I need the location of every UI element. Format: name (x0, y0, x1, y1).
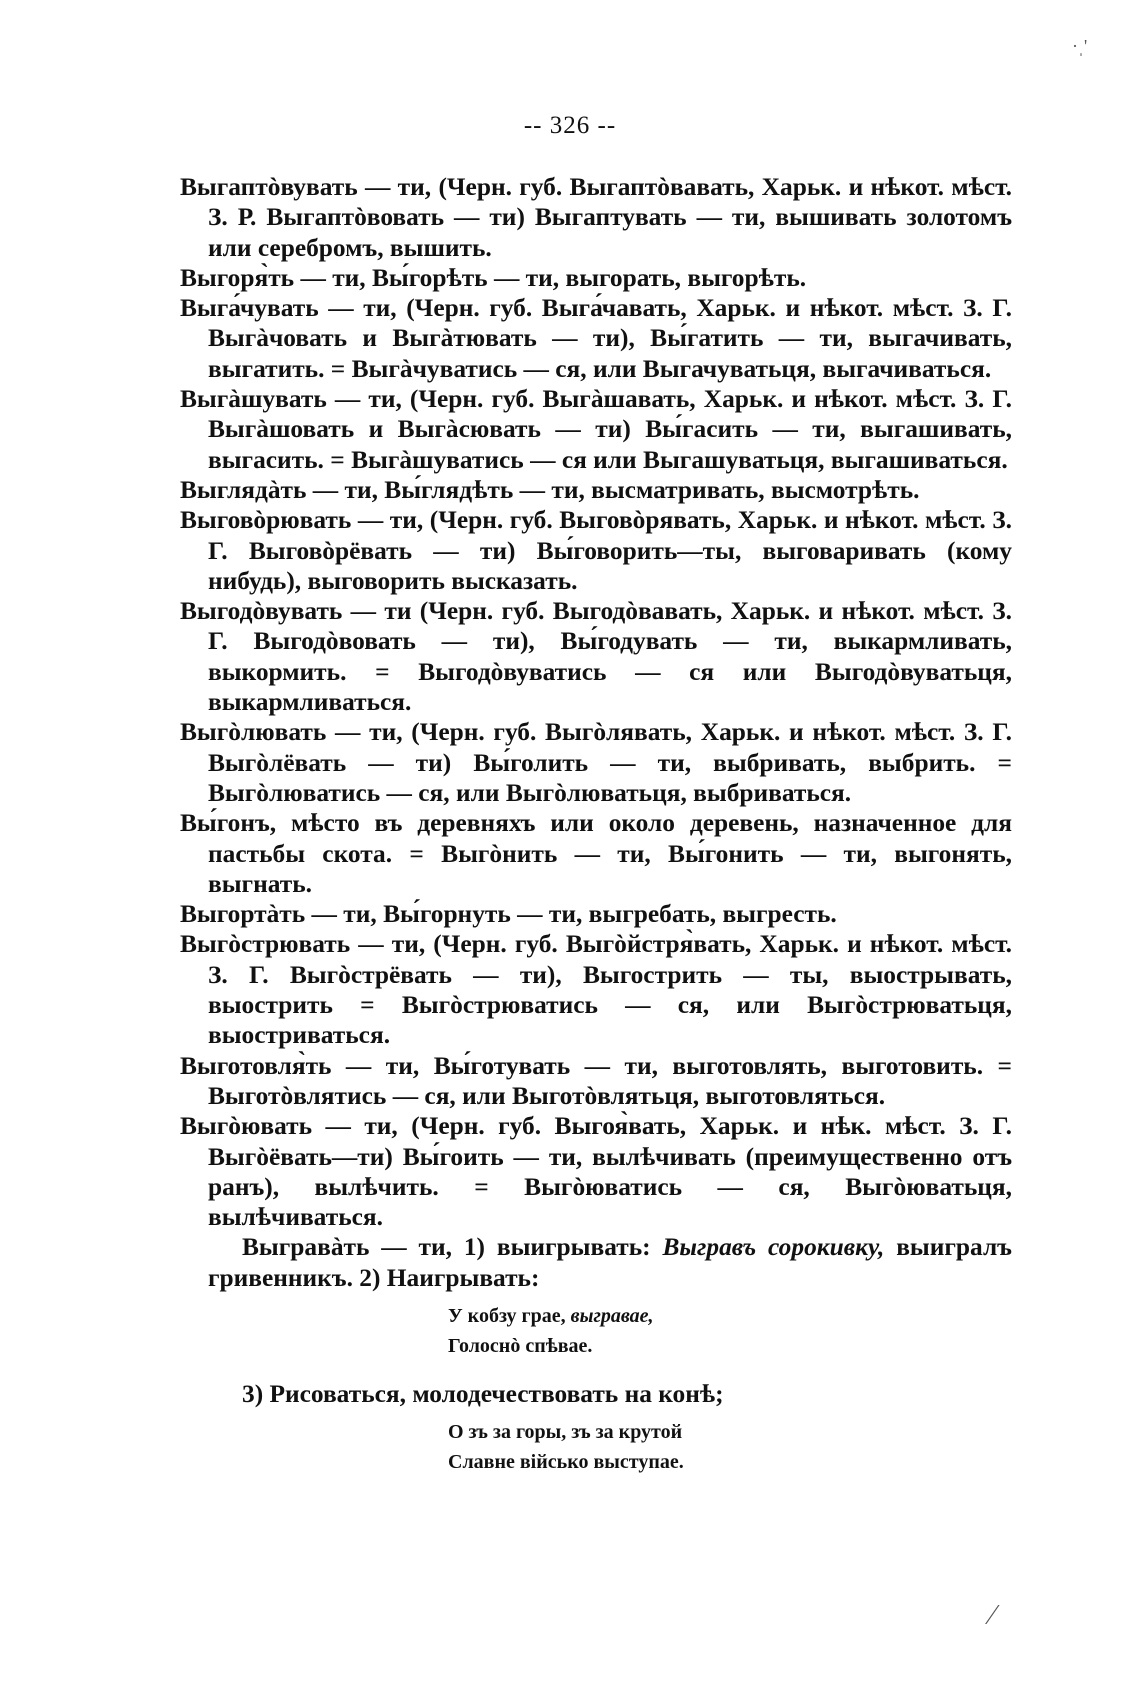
entry-vygotovlyat: Выготовля̀ть — ти, Вы́готувать — ти, выготовлять, выготовить. = Выготòвлятись — ся, или Выготòвлятьця, выготовляться. (180, 1051, 1012, 1110)
verse-1-line-1-plain: У кобзу грае, (448, 1304, 566, 1327)
entry-vyglyadat: Выглядàть — ти, Вы́глядѣть — ти, высматривать, высмотрѣть. (180, 475, 920, 504)
entry-vygravat (180, 1232, 1012, 1293)
entry-vygortat: Выгортàть — ти, Вы́горнуть — ти, выгребать, выгресть. (180, 900, 837, 929)
scan-stroke-mark: ⁄ (990, 1600, 995, 1631)
vygravat-example: Выгравъ сорокивку, (662, 1233, 885, 1262)
page-number: -- 326 -- (523, 112, 617, 139)
entry-vygostryuvat: Выгòстрювать — ти, (Черн. губ. Выгòйстря̀вать, Харьк. и нѣкот. мѣст. З. Г. Выгòстрёвать — ти), Выгострить — ты, выострывать, выострить = Выгòстрюватись — ся, или Выгòстрюватьця, выостриваться. (180, 930, 1012, 1050)
entry-vygoyuvat: Выгòювать — ти, (Черн. губ. Выгоя̀вать, Харьк. и нѣк. мѣст. З. Г. Выгòёвать—ти) Вы́гоить — ти, вылѣчивать (преимущественно отъ ранъ), вылѣчить. = Выгòюватись — ся, Выгòюватьця, вылѣчиваться. (180, 1112, 1012, 1232)
entry-vygashuvat: Выгàшувать — ти, (Черн. губ. Выгàшавать, Харьк. и нѣкот. мѣст. З. Г. Выгàшовать и Выгàсювать — ти) Вы́гасить — ти, выгашивать, выгасить. = Выгàшуватись — ся или Выгашуватьця, выгашиваться. (180, 385, 1012, 474)
entry-vygon: Вы́гонъ, мѣсто въ деревняхъ или около деревень, назначенное для пастьбы скота. = Выгòнить — ти, Вы́гонить — ти, выгонять, выгнать. (180, 809, 1012, 898)
vygravat-part1: Выгравàть — ти, 1) выигрывать: (242, 1233, 651, 1262)
entry-vygoryat: Выгоря̀ть — ти, Вы́горѣть — ти, выгорать, выгорѣть. (180, 263, 807, 292)
entry-vygodovuvat: Выгодòвувать — ти (Черн. губ. Выгодòвавать, Харьк. и нѣкот. мѣст. З. Г. Выгодòвовать — ти), Вы́годувать — ти, выкармливать, выкормить. = Выгодòвуватись — ся или Выгодòвуватьця, выкармливаться. (180, 597, 1012, 717)
verse-2-line-1: О зъ за горы, зъ за крутой (448, 1421, 683, 1444)
meaning-3: 3) Рисоваться, молодечествовать на конѣ; (242, 1379, 724, 1408)
vygravat-part2: выигралъ гривенникъ. 2) Наигрывать: (208, 1233, 1012, 1292)
verse-quote-2 (448, 1417, 1012, 1477)
verse-quote-1 (448, 1301, 1012, 1361)
verse-1-line-1 (448, 1301, 1012, 1331)
scan-speck-mark: ·ˌ' (1072, 36, 1088, 56)
entry-vygachuvat: Выга́чувать — ти, (Черн. губ. Выга́чавать, Харьк. и нѣкот. мѣст. З. Г. Выгàчовать и Выгàтювать — ти), Вы́гатить — ти, выгачивать, выгатить. = Выгàчуватись — ся, или Выгачуватьця, выгачиваться. (180, 294, 1012, 383)
entry-vygaptovuvat: Выгаптòвувать — ти, (Черн. губ. Выгаптòвавать, Харьк. и нѣкот. мѣст. З. Р. Выгаптòвовать — ти) Выгаптувать — ти, вышивать золотомъ или серебромъ, вышить. (180, 173, 1012, 262)
verse-1-line-1-em: выгравае, (570, 1304, 654, 1327)
verse-2-line-2: Славне вiйсько выступае. (448, 1451, 684, 1474)
entry-vygolyuvat: Выгòлювать — ти, (Черн. губ. Выгòлявать, Харьк. и нѣкот. мѣст. З. Г. Выгòлёвать — ти) Вы́голить — ти, выбривать, выбрить. = Выгòлюватись — ся, или Выгòлюватьця, выбриваться. (180, 718, 1012, 807)
dictionary-entries (180, 172, 1012, 1495)
verse-1-line-2: Голоснò спѣвае. (448, 1334, 593, 1357)
entry-vygovoryuvat: Выговòрювать — ти, (Черн. губ. Выговòрявать, Харьк. и нѣкот. мѣст. З. Г. Выговòрёвать — ти) Вы́говорить—ты, выговаривать (кому нибудь), выговорить высказать. (180, 506, 1012, 595)
